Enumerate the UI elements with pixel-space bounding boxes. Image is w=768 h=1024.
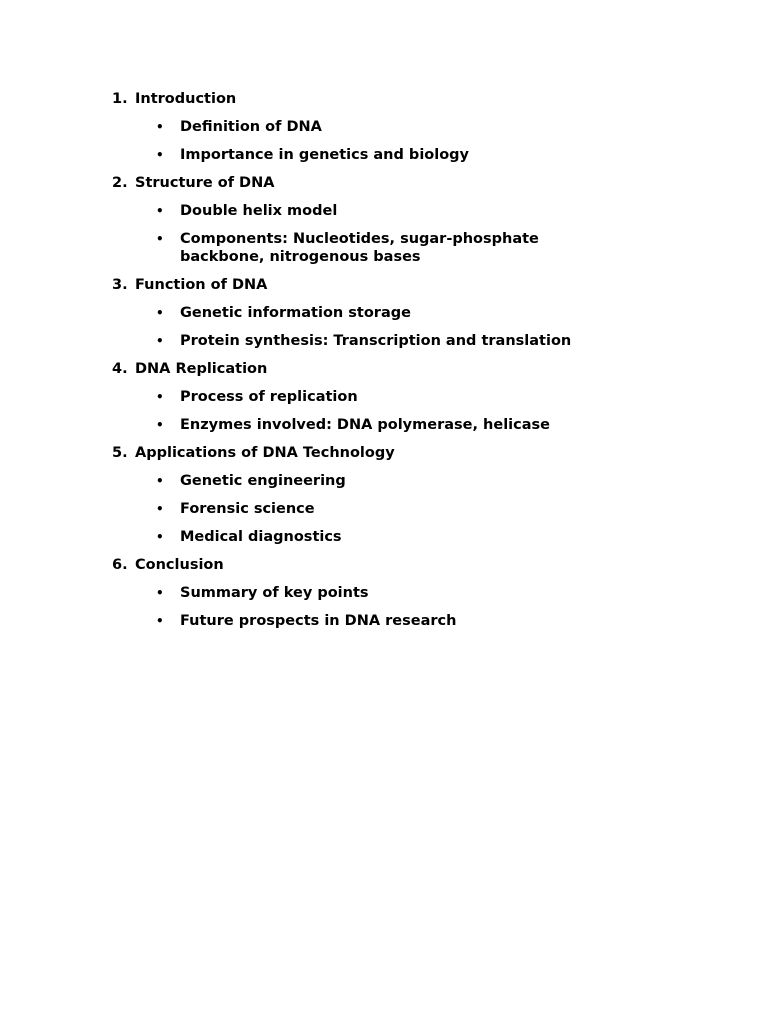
section-heading	[112, 174, 672, 192]
section-number: 3.	[112, 277, 128, 293]
bullet-icon: •	[156, 614, 164, 628]
list-item	[156, 146, 672, 164]
section-heading	[112, 556, 672, 574]
list-item-text: Forensic science	[180, 501, 315, 517]
outline-section	[112, 174, 672, 266]
outline-section	[112, 360, 672, 434]
section-title: Introduction	[135, 91, 237, 107]
list-item-text: Summary of key points	[180, 585, 369, 601]
list-item-text: Double helix model	[180, 203, 338, 219]
list-item	[156, 584, 672, 602]
list-item	[156, 472, 672, 490]
list-item-text: Enzymes involved: DNA polymerase, helicase	[180, 417, 550, 433]
list-item	[156, 332, 672, 350]
bullet-icon: •	[156, 334, 164, 348]
bullet-list	[112, 304, 672, 350]
list-item	[156, 612, 672, 630]
bullet-icon: •	[156, 586, 164, 600]
section-heading	[112, 444, 672, 462]
bullet-icon: •	[156, 390, 164, 404]
list-item	[156, 500, 672, 518]
list-item-text: Protein synthesis: Transcription and translation	[180, 333, 572, 349]
list-item	[156, 528, 672, 546]
section-number: 5.	[112, 445, 128, 461]
list-item-text: Definition of DNA	[180, 119, 322, 135]
outline-list	[112, 90, 672, 640]
list-item-text: Components: Nucleotides, sugar-phosphate backbone, nitrogenous bases	[180, 231, 539, 265]
bullet-icon: •	[156, 120, 164, 134]
section-number: 6.	[112, 557, 128, 573]
section-title: Function of DNA	[135, 277, 268, 293]
bullet-icon: •	[156, 148, 164, 162]
outline-section	[112, 90, 672, 164]
bullet-icon: •	[156, 530, 164, 544]
section-heading	[112, 276, 672, 294]
bullet-list	[112, 472, 672, 546]
bullet-list	[112, 202, 672, 266]
list-item-text: Genetic information storage	[180, 305, 411, 321]
outline-section	[112, 444, 672, 546]
list-item	[156, 416, 672, 434]
outline-section	[112, 556, 672, 630]
bullet-list	[112, 388, 672, 434]
list-item-text: Process of replication	[180, 389, 358, 405]
bullet-icon: •	[156, 232, 164, 246]
bullet-list	[112, 118, 672, 164]
section-heading	[112, 360, 672, 378]
bullet-icon: •	[156, 502, 164, 516]
section-title: Applications of DNA Technology	[135, 445, 395, 461]
section-number: 2.	[112, 175, 128, 191]
list-item	[156, 230, 672, 266]
list-item-text: Importance in genetics and biology	[180, 147, 470, 163]
bullet-icon: •	[156, 474, 164, 488]
outline-section	[112, 276, 672, 350]
bullet-list	[112, 584, 672, 630]
bullet-icon: •	[156, 204, 164, 218]
bullet-icon: •	[156, 306, 164, 320]
list-item	[156, 202, 672, 220]
section-title: Structure of DNA	[135, 175, 275, 191]
list-item-text: Future prospects in DNA research	[180, 613, 457, 629]
section-title: DNA Replication	[135, 361, 268, 377]
section-number: 1.	[112, 91, 128, 107]
list-item	[156, 118, 672, 136]
bullet-icon: •	[156, 418, 164, 432]
section-number: 4.	[112, 361, 128, 377]
list-item	[156, 388, 672, 406]
list-item	[156, 304, 672, 322]
section-title: Conclusion	[135, 557, 224, 573]
list-item-text: Medical diagnostics	[180, 529, 342, 545]
list-item-text: Genetic engineering	[180, 473, 346, 489]
section-heading	[112, 90, 672, 108]
